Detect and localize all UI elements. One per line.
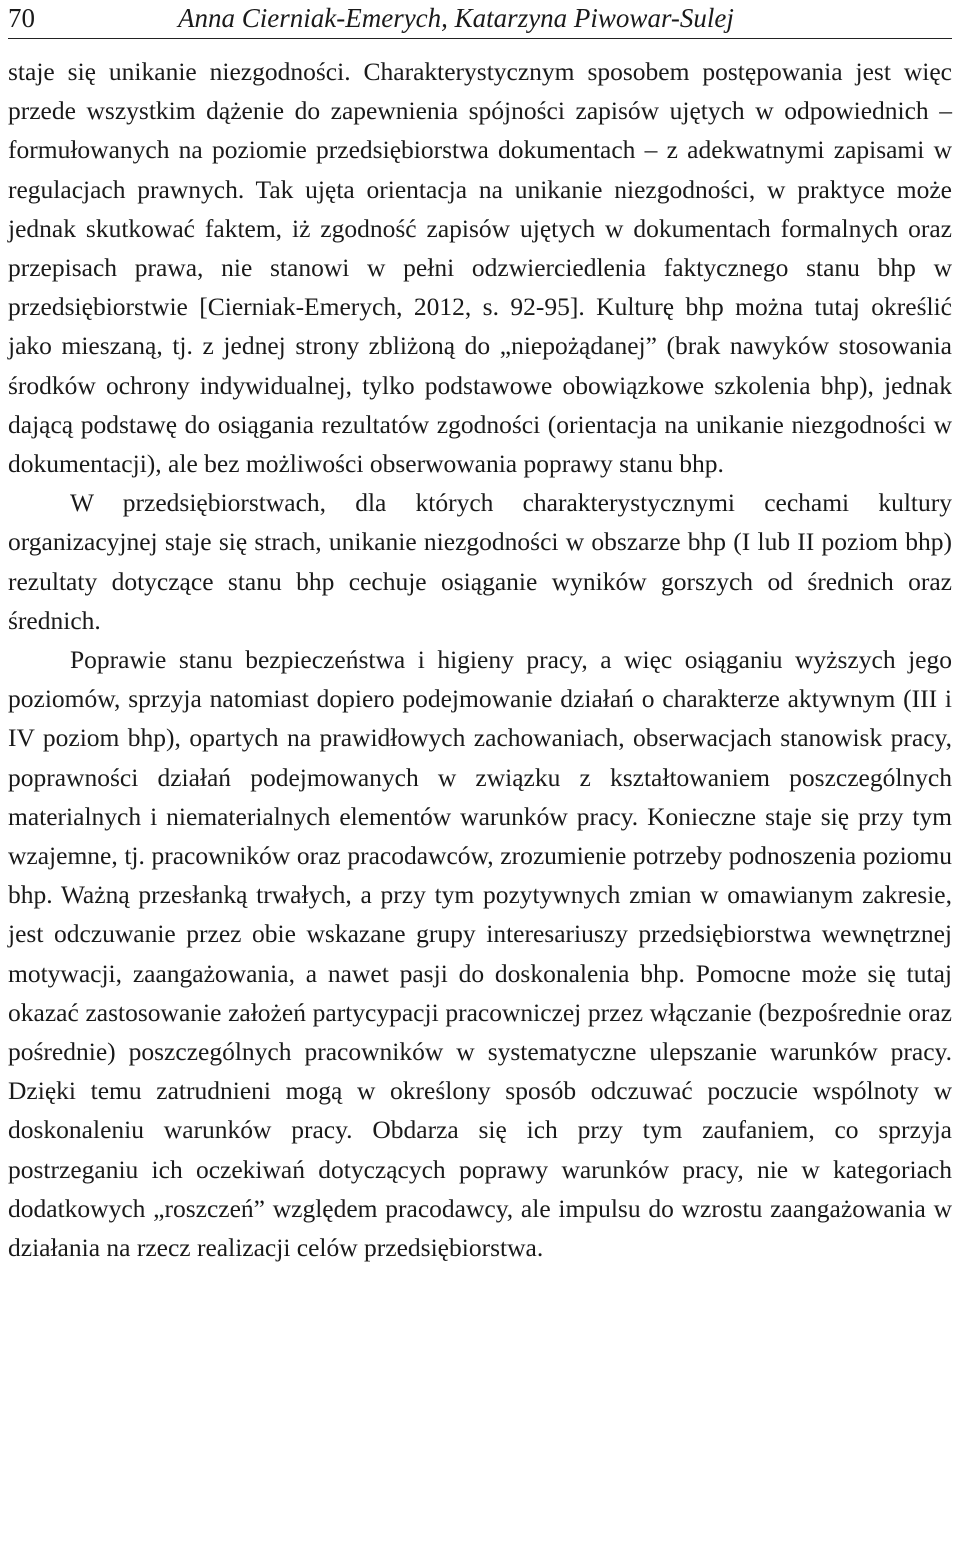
running-head-authors: Anna Cierniak-Emerych, Katarzyna Piwowar-Sulej [178, 3, 734, 33]
paragraph: W przedsiębiorstwach, dla których charakterystycznymi cechami kultury organizacyjnej staje się strach, unikanie niezgodności w obszarze bhp (I lub II poziom bhp) rezultaty dotyczące stanu bhp cechuje osiąganie wyników gorszych od średnich oraz średnich. [8, 488, 952, 635]
page-header [8, 0, 952, 39]
page-number: 70 [8, 3, 35, 33]
body-text [8, 52, 952, 1267]
paragraph: Poprawie stanu bezpieczeństwa i higieny pracy, a więc osiąganiu wyższych jego poziomów, sprzyja natomiast dopiero podejmowanie działań o charakterze aktywnym (III i IV poziom bhp), opartych na prawidłowych zachowaniach, obserwacjach stanowisk pracy, poprawności działań podejmowanych w związku z kształtowaniem poszczególnych materialnych i niematerialnych elementów warunków pracy. Konieczne staje się przy tym wzajemne, tj. pracowników oraz pracodawców, zrozumienie potrzeby podnoszenia poziomu bhp. Ważną przesłanką trwałych, a przy tym pozytywnych zmian w omawianym zakresie, jest odczuwanie przez obie wskazane grupy interesariuszy przedsiębiorstwa wewnętrznej motywacji, zaangażowania, a nawet pasji do doskonalenia bhp. Pomocne może się tutaj okazać zastosowanie założeń partycypacji pracowniczej przez włączanie (bezpośrednie oraz pośrednie) poszczególnych pracowników w systematyczne ulepszanie warunków pracy. Dzięki temu zatrudnieni mogą w określony sposób odczuwać poczucie wspólnoty w doskonaleniu warunków pracy. Obdarza się ich przy tym zaufaniem, co sprzyja postrzeganiu ich oczekiwań dotyczących poprawy warunków pracy, nie w kategoriach dodatkowych „roszczeń” względem pracodawcy, ale impulsu do wzrostu zaangażowania w działania na rzecz realizacji celów przedsiębiorstwa. [8, 645, 952, 1263]
paragraph-continued: staje się unikanie niezgodności. Charakterystycznym sposobem postępowania jest więc przede wszystkim dążenie do zapewnienia spójności zapisów ujętych w odpowiednich – formułowanych na poziomie przedsiębiorstwa dokumentach – z adekwatnymi zapisami w regulacjach prawnych. Tak ujęta orientacja na unikanie niezgodności, w praktyce może jednak skutkować faktem, iż zgodność zapisów ujętych w dokumentach formalnych oraz przepisach prawa, nie stanowi w pełni odzwierciedlenia faktycznego stanu bhp w przedsiębiorstwie [Cierniak-Emerych, 2012, s. 92-95]. Kulturę bhp można tutaj określić jako mieszaną, tj. z jednej strony zbliżoną do „niepożądanej” (brak nawyków stosowania środków ochrony indywidualnej, tylko podstawowe obowiązkowe szkolenia bhp), jednak dającą podstawę do osiągania rezultatów zgodności (orientacja na unikanie niezgodności w dokumentacji), ale bez możliwości obserwowania poprawy stanu bhp. [8, 57, 952, 479]
